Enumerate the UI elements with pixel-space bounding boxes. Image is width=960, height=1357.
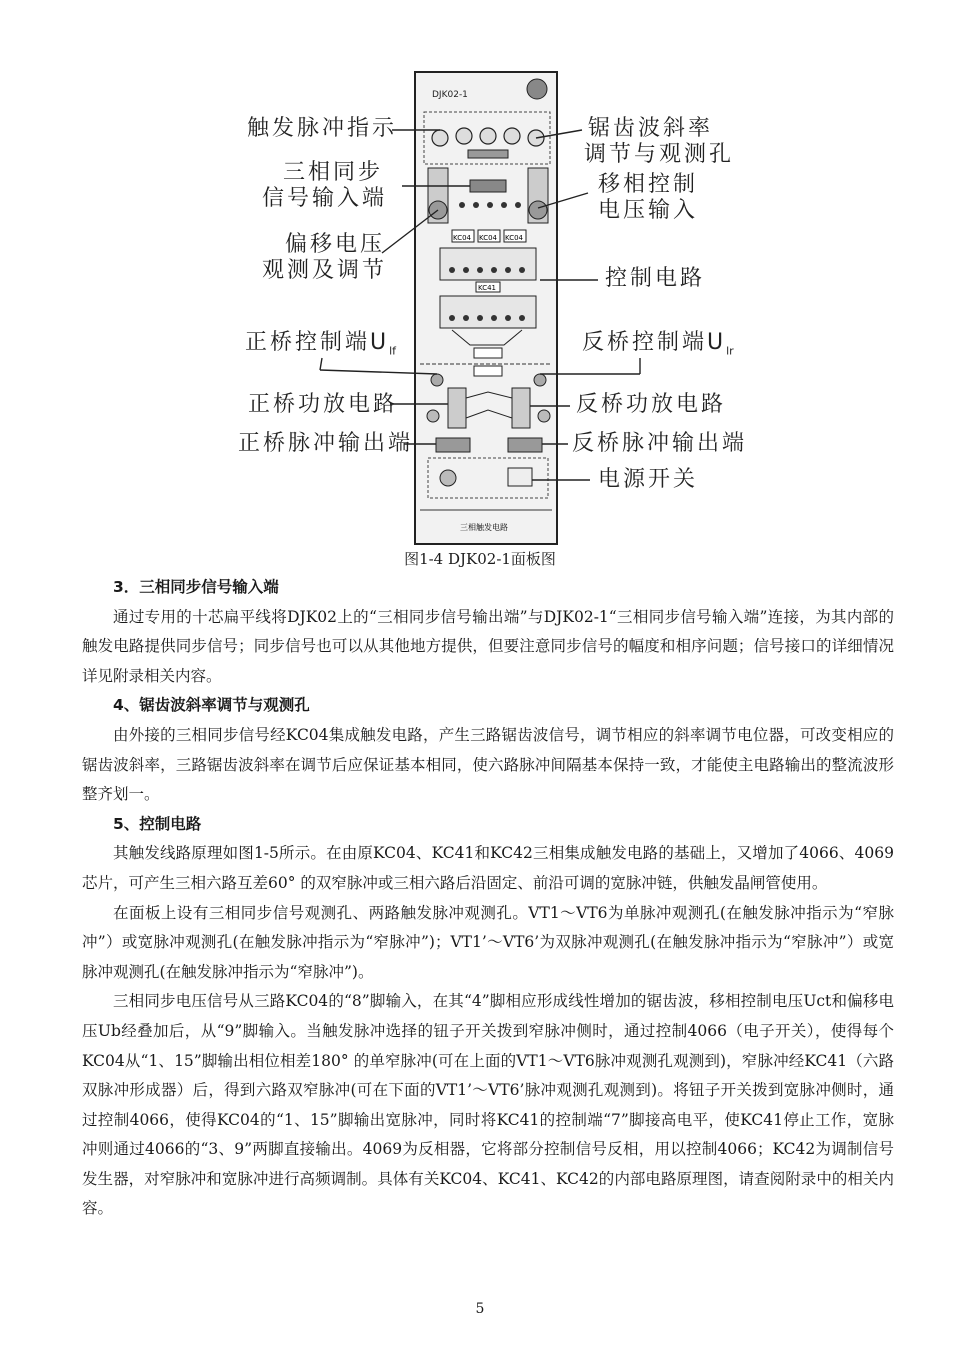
callout-phase-control-2: 电压输入 <box>598 198 699 223</box>
page-number: 5 <box>475 1301 485 1317</box>
paragraph: 其触发线路原理如图1-5所示。在由原KC04、KC41和KC42三相集成触发电路的基础上，又增加了4066、4069芯片，可产生三相六路互差60° 的双窄脉冲或三相六路后沿固定、前沿可调的宽脉冲链，供触发晶闸管使用。 <box>82 844 894 892</box>
callout-sawtooth-1: 锯齿波斜率 <box>588 116 714 141</box>
panel-footer: 三相触发电路 <box>460 523 508 532</box>
callout-offset-1: 偏移电压 <box>285 232 386 257</box>
callout-control-circuit: 控制电路 <box>605 266 706 291</box>
chip-label: KC04 <box>505 234 524 242</box>
chip-label: KC04 <box>479 234 498 242</box>
panel-title: DJK02-1 <box>432 90 468 100</box>
callout-phase-control-1: 移相控制 <box>598 172 699 197</box>
callout-reverse-control-sub: lr <box>726 344 734 358</box>
section-heading: 5、控制电路 <box>113 814 202 833</box>
callout-sawtooth-2: 调节与观测孔 <box>584 142 735 167</box>
chip-label: KC41 <box>478 284 497 292</box>
callout-forward-control-text: 正桥控制端U <box>245 330 390 355</box>
paragraph: 三相同步电压信号从三路KC04的“8”脚输入，在其“4”脚相应形成线性增加的锯齿波，移相控制电压Uct和偏移电压Ub经叠加后，从“9”脚输入。当触发脉冲选择的钮子开关拨到窄脉冲侧时，通过控制4066（电子开关），使得每个KC04从“1、15”脚输出相位相差180° 的单窄脉冲(可在上面的VT1～VT6脉冲观测孔观测到)，窄脉冲经KC41（六路双脉冲形成器）后，得到六路双窄脉冲(可在下面的VT1’～VT6’脉冲观测孔观测到)。将钮子开关拨到宽脉冲侧时，通过控制4066，使得KC04的“1、15”脚输出宽脉冲，同时将KC41的控制端“7”脚接高电平，使KC41停止工作，宽脉冲则通过4066的“3、9”两脚直接输出。4069为反相器，它将部分控制信号反相，用以控制4066；KC42为调制信号发生器，对窄脉冲和宽脉冲进行高频调制。具体有关KC04、KC41、KC42的内部电路原理图，请查阅附录中的相关内容。 <box>82 992 894 1218</box>
callout-sync-input-2: 信号输入端 <box>262 186 388 211</box>
callout-reverse-amp: 反桥功放电路 <box>576 392 727 417</box>
callout-forward-amp: 正桥功放电路 <box>248 392 399 417</box>
panel-diagram <box>0 0 960 560</box>
figure-caption: 图1-4 DJK02-1面板图 <box>404 550 556 568</box>
section-heading: 3．三相同步信号输入端 <box>113 578 279 596</box>
section-heading: 4、锯齿波斜率调节与观测孔 <box>113 696 310 715</box>
callout-forward-control-sub: lf <box>389 344 397 358</box>
chip-label: KC04 <box>453 234 472 242</box>
callout-pulse-indicator: 触发脉冲指示 <box>247 116 398 141</box>
callout-power-switch: 电源开关 <box>598 467 699 492</box>
body-text <box>82 573 894 1224</box>
callout-reverse-output: 反桥脉冲输出端 <box>572 431 748 456</box>
chip-row <box>452 230 526 242</box>
callout-reverse-control <box>582 330 734 364</box>
callout-offset-2: 观测及调节 <box>262 258 388 283</box>
panel-figure <box>0 0 960 575</box>
callout-forward-output: 正桥脉冲输出端 <box>238 431 414 456</box>
callout-forward-control <box>245 330 396 364</box>
paragraph: 由外接的三相同步信号经KC04集成触发电路，产生三路锯齿波信号，调节相应的斜率调节电位器，可改变相应的锯齿波斜率，三路锯齿波斜率在调节后应保证基本相同，使六路脉冲间隔基本保持一致，才能使主电路输出的整流波形整齐划一。 <box>82 725 894 804</box>
callout-reverse-control-text: 反桥控制端U <box>582 330 727 355</box>
callout-sync-input-1: 三相同步 <box>283 160 384 185</box>
paragraph: 通过专用的十芯扁平线将DJK02上的“三相同步信号输出端”与DJK02-1“三相同步信号输入端”连接，为其内部的触发电路提供同步信号；同步信号也可以从其他地方提供，但要注意同步信号的幅度和相序问题；信号接口的详细情况详见附录相关内容。 <box>82 607 894 685</box>
paragraph: 在面板上设有三相同步信号观测孔、两路触发脉冲观测孔。VT1～VT6为单脉冲观测孔(在触发脉冲指示为“窄脉冲”）或宽脉冲观测孔(在触发脉冲指示为“窄脉冲”)；VT1’～VT6’为双脉冲观测孔(在触发脉冲指示为“窄脉冲”）或宽脉冲观测孔(在触发脉冲指示为“窄脉冲”)。 <box>82 903 894 981</box>
